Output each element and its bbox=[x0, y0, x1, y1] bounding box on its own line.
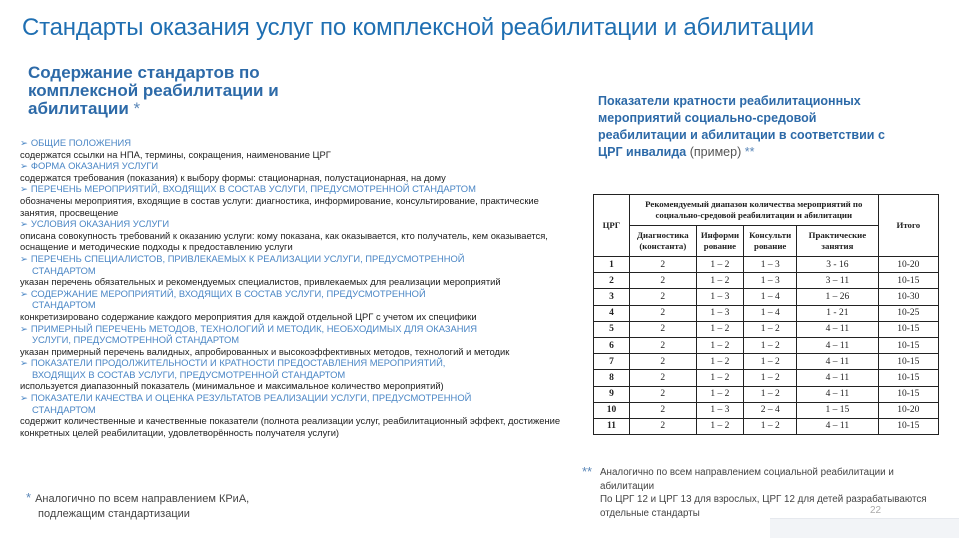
right-footnote-line: По ЦРГ 12 и ЦРГ 13 для взрослых, ЦРГ 12 для детей разрабатываются bbox=[600, 494, 927, 505]
table-cell: 1 – 2 bbox=[696, 337, 744, 353]
section-heading-text: ПЕРЕЧЕНЬ СПЕЦИАЛИСТОВ, ПРИВЛЕКАЕМЫХ К РЕАЛИЗАЦИИ УСЛУГИ, ПРЕДУСМОТРЕННОЙ bbox=[30, 252, 465, 264]
table-cell: 1 – 15 bbox=[797, 402, 878, 418]
section-heading-text: ПОКАЗАТЕЛИ КАЧЕСТВА И ОЦЕНКА РЕЗУЛЬТАТОВ РЕАЛИЗАЦИИ УСЛУГИ, ПРЕДУСМОТРЕННОЙ bbox=[30, 392, 472, 404]
left-footnote-line1: Аналогично по всем направлением КРиА, bbox=[35, 493, 250, 505]
slide-title: Стандарты оказания услуг по комплексной реабилитации и абилитации bbox=[22, 14, 814, 41]
crg-number-cell: 1 bbox=[594, 257, 630, 273]
table-row bbox=[594, 402, 939, 418]
left-heading bbox=[28, 64, 328, 118]
table-cell: 2 bbox=[629, 337, 696, 353]
table-cell: 4 – 11 bbox=[797, 386, 878, 402]
table-header-diagnostics: Диагностика (константа) bbox=[629, 226, 696, 257]
crg-multiplicity-table bbox=[593, 194, 939, 435]
table-cell: 1 – 2 bbox=[696, 354, 744, 370]
left-footnote bbox=[26, 490, 249, 522]
crg-number-cell: 2 bbox=[594, 273, 630, 289]
table-cell: 4 – 11 bbox=[797, 418, 878, 434]
right-footnote-line: Аналогично по всем направлением социальной реабилитации и bbox=[600, 467, 894, 478]
table-row bbox=[594, 273, 939, 289]
table-cell: 1 – 2 bbox=[696, 273, 744, 289]
table-row bbox=[594, 321, 939, 337]
table-cell: 1 – 2 bbox=[696, 386, 744, 402]
arrow-bullet-icon: ➢ bbox=[20, 392, 28, 404]
overlay-bar bbox=[770, 518, 959, 538]
table-cell: 1 – 4 bbox=[744, 289, 797, 305]
section-heading-text: ОБЩИЕ ПОЛОЖЕНИЯ bbox=[30, 137, 132, 148]
table-cell: 1 – 2 bbox=[744, 337, 797, 353]
left-heading-text: Содержание стандартов по комплексной реабилитации и абилитации bbox=[28, 63, 279, 118]
section-description: обозначены мероприятия, входящие в состав услуги: диагностика, информирование, консультирование, практические занятия, просвещение bbox=[20, 194, 539, 218]
left-heading-star: * bbox=[133, 99, 141, 118]
section-description: содержатся ссылки на НПА, термины, сокращения, наименование ЦРГ bbox=[20, 148, 331, 160]
table-row bbox=[594, 257, 939, 273]
section-heading-continued: УСЛУГИ, ПРЕДУСМОТРЕННОЙ СТАНДАРТОМ bbox=[32, 334, 240, 346]
table-cell: 10-15 bbox=[878, 337, 938, 353]
table-header-practice: Практические занятия bbox=[797, 226, 878, 257]
table-cell: 3 – 11 bbox=[797, 273, 878, 289]
crg-number-cell: 8 bbox=[594, 370, 630, 386]
arrow-bullet-icon: ➢ bbox=[20, 137, 28, 148]
standards-sections-list bbox=[20, 137, 565, 438]
table-cell: 2 bbox=[629, 273, 696, 289]
table-cell: 10-20 bbox=[878, 257, 938, 273]
table-cell: 10-25 bbox=[878, 305, 938, 321]
table-cell: 10-15 bbox=[878, 370, 938, 386]
table-cell: 4 – 11 bbox=[797, 354, 878, 370]
section-heading-text: СОДЕРЖАНИЕ МЕРОПРИЯТИЙ, ВХОДЯЩИХ В СОСТАВ УСЛУГИ, ПРЕДУСМОТРЕННОЙ bbox=[30, 287, 426, 299]
section-heading-text: ПЕРЕЧЕНЬ МЕРОПРИЯТИЙ, ВХОДЯЩИХ В СОСТАВ УСЛУГИ, ПРЕДУСМОТРЕННОЙ СТАНДАРТОМ bbox=[30, 183, 476, 195]
crg-number-cell: 3 bbox=[594, 289, 630, 305]
table-header-crg: ЦРГ bbox=[594, 195, 630, 257]
crg-number-cell: 11 bbox=[594, 418, 630, 434]
section-heading-continued: ВХОДЯЩИХ В СОСТАВ УСЛУГИ, ПРЕДУСМОТРЕННОЙ СТАНДАРТОМ bbox=[32, 368, 346, 380]
table-row bbox=[594, 386, 939, 402]
right-heading-bold: Показатели кратности реабилитационных мероприятий социально-средовой реабилитации и абилитации в соответствии с ЦРГ инвалида bbox=[598, 94, 885, 159]
crg-number-cell: 5 bbox=[594, 321, 630, 337]
table-cell: 1 – 2 bbox=[744, 321, 797, 337]
table-row bbox=[594, 418, 939, 434]
table-cell: 10-15 bbox=[878, 386, 938, 402]
right-footnote-line: абилитации bbox=[600, 480, 655, 492]
section-heading-continued: СТАНДАРТОМ bbox=[32, 299, 96, 311]
right-heading bbox=[598, 93, 898, 161]
table-cell: 10-15 bbox=[878, 321, 938, 337]
right-footnote-text bbox=[582, 466, 957, 520]
crg-number-cell: 10 bbox=[594, 402, 630, 418]
arrow-bullet-icon: ➢ bbox=[20, 183, 28, 195]
table-cell: 2 bbox=[629, 418, 696, 434]
table-row bbox=[594, 305, 939, 321]
section-description: указан примерный перечень валидных, апробированных и высокоэффективных методов, технологий и методик bbox=[20, 345, 510, 357]
section-description: содержатся требования (показания) к выбору формы: стационарная, полустационарная, на дому bbox=[20, 171, 446, 183]
right-heading-star: ** bbox=[744, 145, 755, 159]
table-row bbox=[594, 289, 939, 305]
arrow-bullet-icon: ➢ bbox=[20, 357, 28, 369]
table-cell: 2 bbox=[629, 321, 696, 337]
table-cell: 1 – 4 bbox=[744, 305, 797, 321]
table-cell: 1 – 2 bbox=[744, 386, 797, 402]
table-header-informing: Информи рование bbox=[696, 226, 744, 257]
table-cell: 2 bbox=[629, 257, 696, 273]
section-heading bbox=[20, 137, 565, 149]
table-cell: 2 bbox=[629, 386, 696, 402]
table-cell: 1 – 2 bbox=[696, 418, 744, 434]
section-heading bbox=[20, 253, 565, 265]
table-row bbox=[594, 354, 939, 370]
table-cell: 1 – 3 bbox=[696, 402, 744, 418]
right-footnote bbox=[582, 466, 957, 520]
section-heading-continued: СТАНДАРТОМ bbox=[32, 264, 96, 276]
table-cell: 2 – 4 bbox=[744, 402, 797, 418]
table-row bbox=[594, 370, 939, 386]
table-row bbox=[594, 337, 939, 353]
table-cell: 1 – 2 bbox=[744, 370, 797, 386]
table-cell: 2 bbox=[629, 354, 696, 370]
table-cell: 1 – 3 bbox=[744, 257, 797, 273]
crg-number-cell: 7 bbox=[594, 354, 630, 370]
section-description: указан перечень обязательных и рекомендуемых специалистов, привлекаемых для реализации мероприятий bbox=[20, 276, 501, 288]
section-description: описана совокупность требований к оказанию услуги: кому показана, как оказывается, кто получатель, кем оказывается, оснащение и методические подходы к предоставлению услуги bbox=[20, 229, 548, 253]
section-description: конкретизировано содержание каждого мероприятия для каждой отдельной ЦРГ с учетом их специфики bbox=[20, 310, 477, 322]
table-cell: 2 bbox=[629, 289, 696, 305]
table-cell: 4 – 11 bbox=[797, 337, 878, 353]
section-heading bbox=[20, 392, 565, 404]
right-footnote-line: отдельные стандарты bbox=[600, 507, 700, 519]
arrow-bullet-icon: ➢ bbox=[20, 322, 28, 334]
arrow-bullet-icon: ➢ bbox=[20, 287, 28, 299]
section-heading bbox=[20, 160, 565, 172]
arrow-bullet-icon: ➢ bbox=[20, 160, 28, 172]
table-cell: 2 bbox=[629, 370, 696, 386]
table-cell: 1 – 3 bbox=[696, 289, 744, 305]
table-cell: 10-15 bbox=[878, 418, 938, 434]
table-cell: 2 bbox=[629, 305, 696, 321]
table-cell: 1 – 3 bbox=[696, 305, 744, 321]
left-footnote-line2: подлежащим стандартизации bbox=[38, 508, 190, 520]
right-footnote-star: ** bbox=[582, 464, 593, 479]
page-number: 22 bbox=[870, 505, 882, 516]
table-cell: 3 - 16 bbox=[797, 257, 878, 273]
section-description: используется диапазонный показатель (минимальное и максимальное количество мероприятий) bbox=[20, 380, 444, 392]
table-cell: 1 – 3 bbox=[744, 273, 797, 289]
table-cell: 1 – 2 bbox=[696, 321, 744, 337]
table-cell: 1 - 21 bbox=[797, 305, 878, 321]
section-heading-text: УСЛОВИЯ ОКАЗАНИЯ УСЛУГИ bbox=[30, 218, 170, 230]
table-header-group: Рекомендуемый диапазон количества мероприятий по социально-средовой реабилитации и абилитации bbox=[629, 195, 878, 226]
right-heading-plain: (пример) bbox=[686, 145, 745, 159]
table-header-consulting: Консульти рование bbox=[744, 226, 797, 257]
table-cell: 1 – 26 bbox=[797, 289, 878, 305]
section-heading bbox=[20, 288, 565, 300]
table-header-total: Итого bbox=[878, 195, 938, 257]
section-heading-text: ПРИМЕРНЫЙ ПЕРЕЧЕНЬ МЕТОДОВ, ТЕХНОЛОГИЙ И МЕТОДИК, НЕОБХОДИМЫХ ДЛЯ ОКАЗАНИЯ bbox=[30, 322, 478, 334]
section-heading-text: ПОКАЗАТЕЛИ ПРОДОЛЖИТЕЛЬНОСТИ И КРАТНОСТИ ПРЕДОСТАВЛЕНИЯ МЕРОПРИЯТИЙ, bbox=[30, 357, 446, 369]
table-cell: 10-30 bbox=[878, 289, 938, 305]
left-footnote-star: * bbox=[26, 490, 32, 505]
crg-number-cell: 4 bbox=[594, 305, 630, 321]
table-cell: 10-15 bbox=[878, 354, 938, 370]
table-cell: 4 – 11 bbox=[797, 321, 878, 337]
section-heading bbox=[20, 218, 565, 230]
table-cell: 4 – 11 bbox=[797, 370, 878, 386]
crg-number-cell: 9 bbox=[594, 386, 630, 402]
table-cell: 1 – 2 bbox=[744, 418, 797, 434]
table-cell: 2 bbox=[629, 402, 696, 418]
table-cell: 1 – 2 bbox=[744, 354, 797, 370]
section-heading-text: ФОРМА ОКАЗАНИЯ УСЛУГИ bbox=[30, 160, 159, 172]
arrow-bullet-icon: ➢ bbox=[20, 252, 28, 264]
crg-number-cell: 6 bbox=[594, 337, 630, 353]
section-heading bbox=[20, 183, 565, 195]
table-body bbox=[594, 257, 939, 435]
section-heading bbox=[20, 357, 565, 369]
section-description: содержит количественные и качественные показатели (полнота реализации услуг, реабилитационный эффект, достижение конкретных целей реабилитации, удовлетворённость получателя услуги) bbox=[20, 415, 561, 438]
arrow-bullet-icon: ➢ bbox=[20, 218, 28, 230]
table-cell: 10-20 bbox=[878, 402, 938, 418]
table-cell: 1 – 2 bbox=[696, 370, 744, 386]
table-cell: 1 – 2 bbox=[696, 257, 744, 273]
section-heading-continued: СТАНДАРТОМ bbox=[32, 403, 96, 415]
section-heading bbox=[20, 323, 565, 335]
table-cell: 10-15 bbox=[878, 273, 938, 289]
